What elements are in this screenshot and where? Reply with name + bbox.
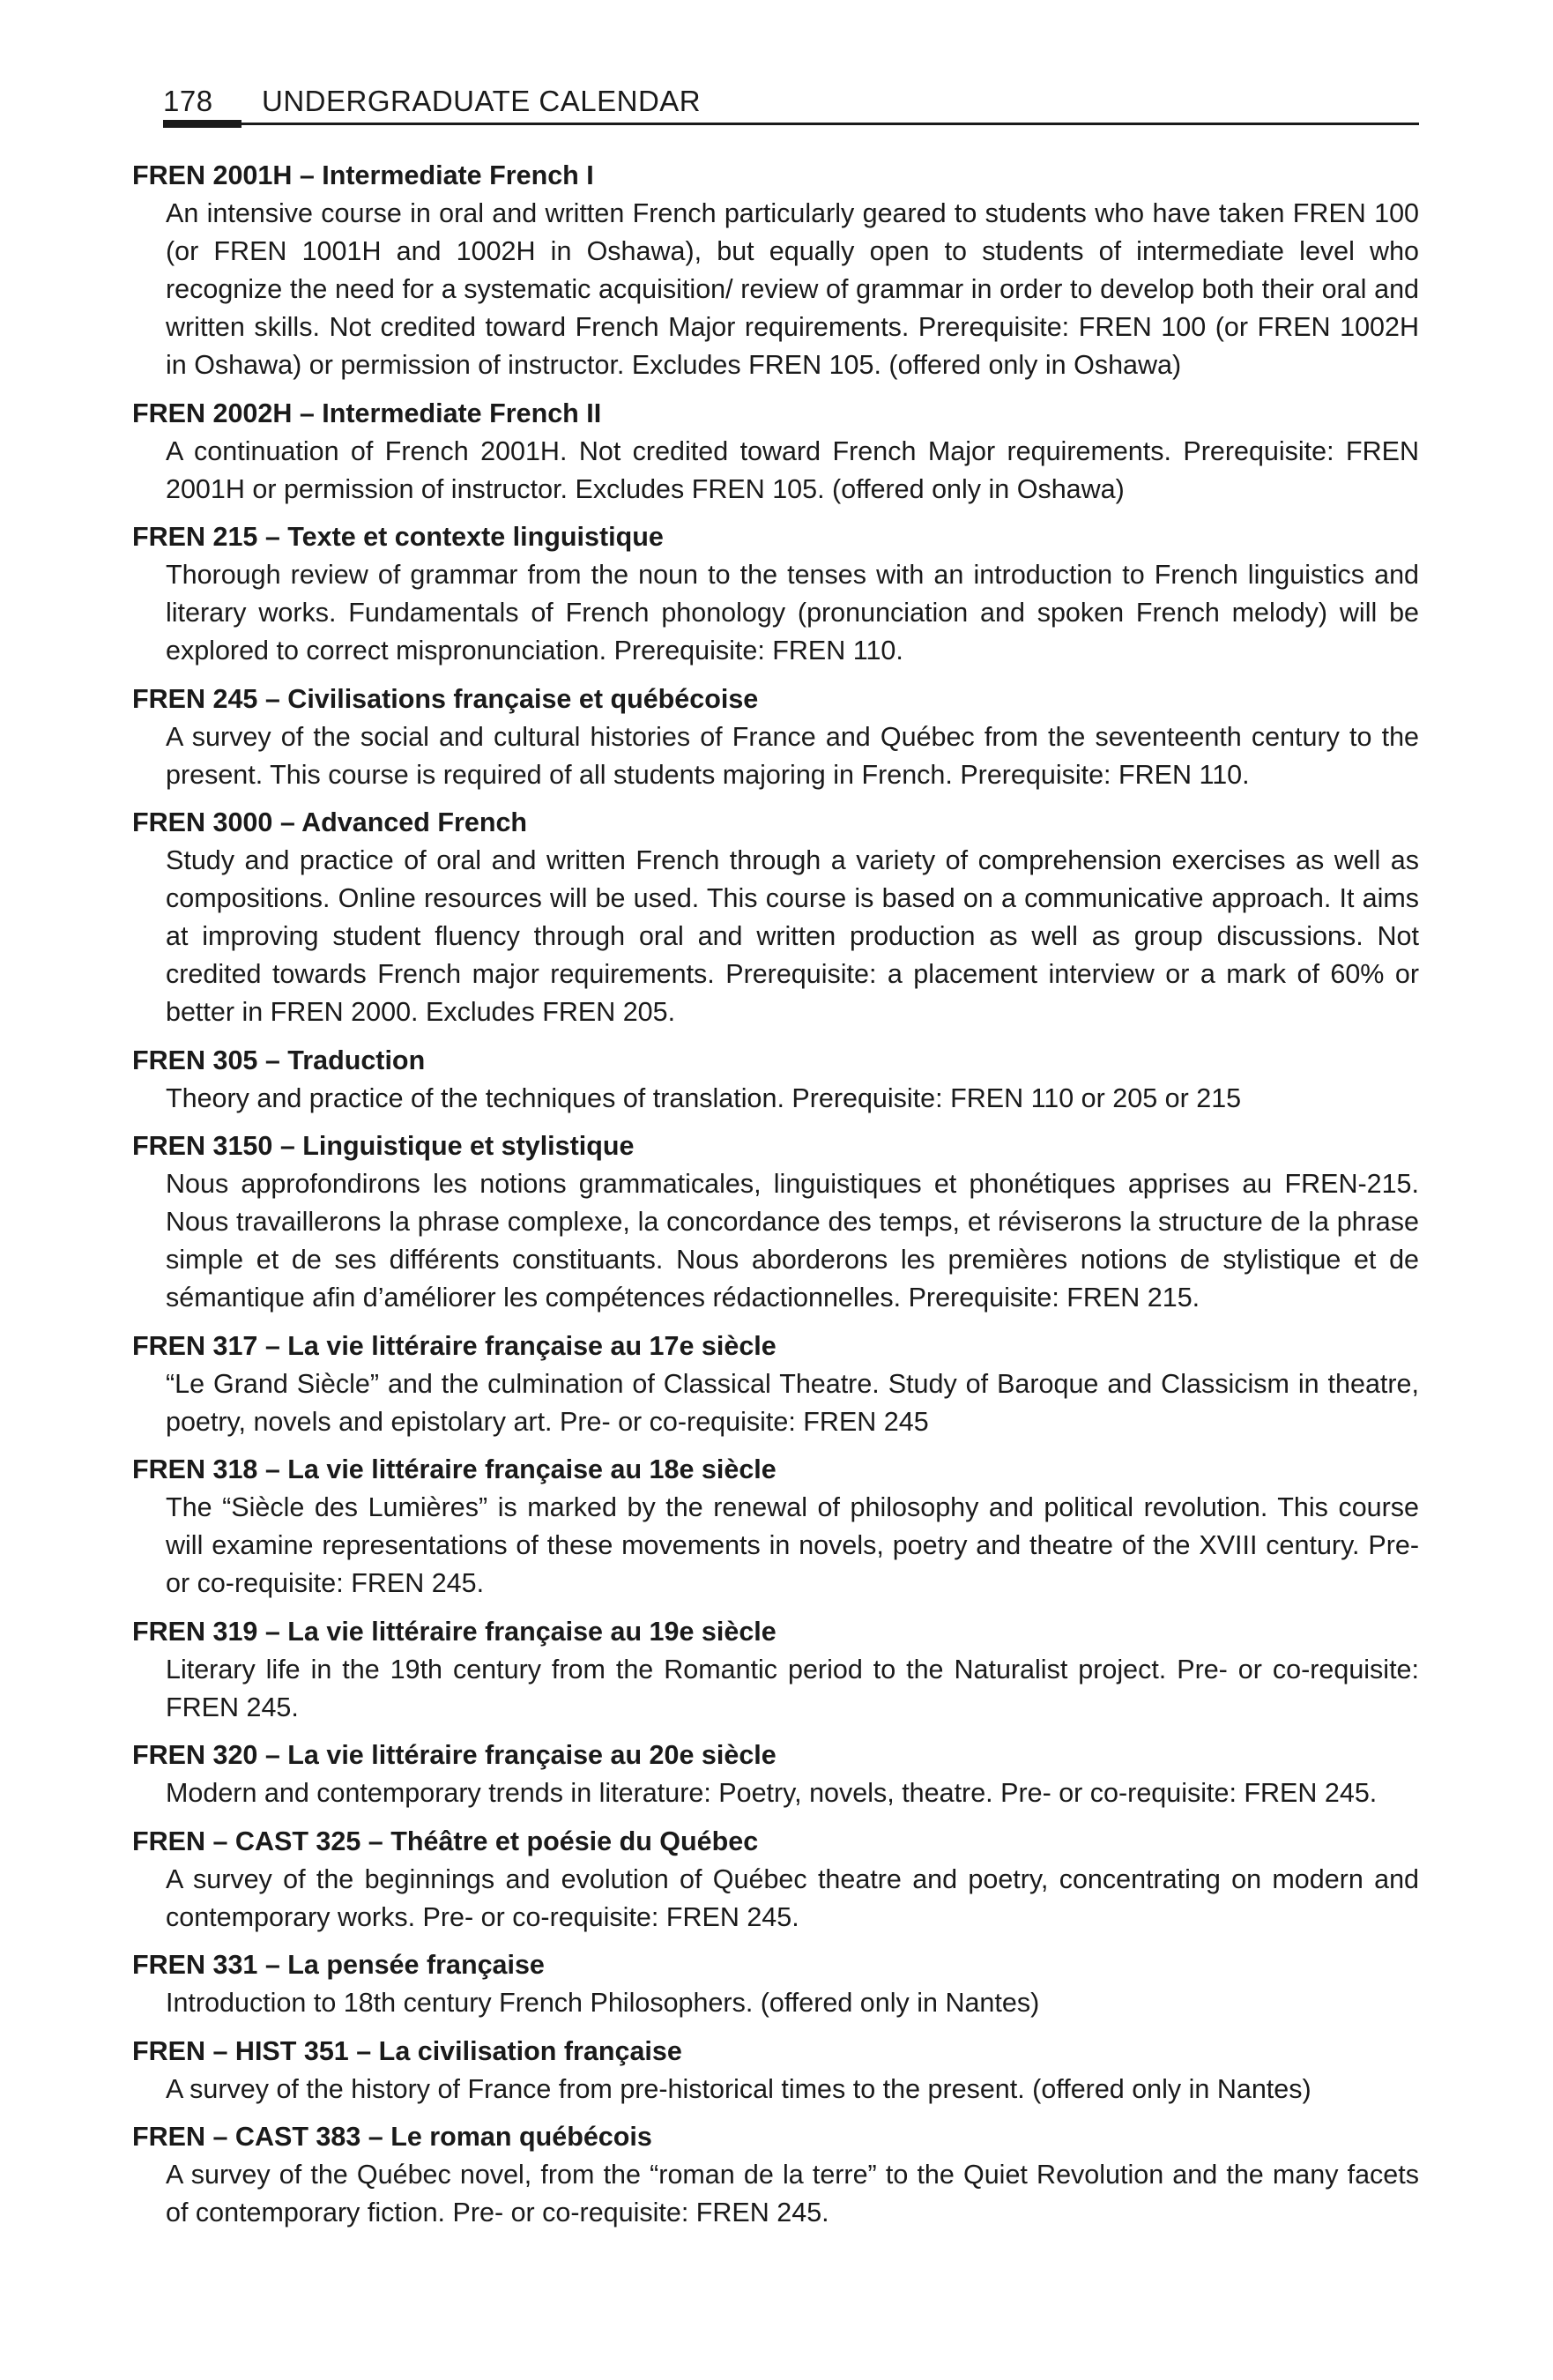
course-description: A survey of the history of France from pre-historical times to the present. (offered only in Nantes) [166,2073,1312,2104]
course-description: Theory and practice of the techniques of translation. Prerequisite: FREN 110 or 205 or 215 [166,1082,1242,1113]
course-title: FREN 245 – Civilisations française et québécoise [132,683,759,714]
course-description: Modern and contemporary trends in literature: Poetry, novels, theatre. Pre- or co-requisite: FREN 245. [166,1778,1378,1808]
course-description: Introduction to 18th century French Philosophers. (offered only in Nantes) [166,1988,1040,2018]
course-entry [132,157,1419,384]
course-entry [132,395,1419,509]
course-description: A survey of the Québec novel, from the “roman de la terre” to the Quiet Revolution and the many facets of contemporary fiction. Pre- or co-requisite: FREN 245. [166,2160,1419,2228]
course-description: “Le Grand Siècle” and the culmination of Classical Theatre. Study of Baroque and Classicism in theatre, poetry, novels and epistolary art. Pre- or co-requisite: FREN 245 [166,1368,1419,1437]
course-title: FREN 215 – Texte et contexte linguistique [132,522,664,552]
course-title: FREN 2001H – Intermediate French I [132,160,594,190]
course-entry [132,518,1419,670]
course-title: FREN – CAST 383 – Le roman québécois [132,2122,652,2152]
header-text-row [163,81,1419,118]
course-entry [132,681,1419,794]
course-description: An intensive course in oral and written French particularly geared to students who have taken FREN 100 (or FREN 1001H and 1002H in Oshawa), but equally open to students of intermediate level who recognize the need for a systematic acquisition/ review of grammar in order to develop both their oral and written skills. Not credited toward French Major requirements. Prerequisite: FREN 100 (or FREN 1002H in Oshawa) or permission of instructor. Excludes FREN 105. (offered only in Oshawa) [166,198,1419,380]
course-title: FREN 318 – La vie littéraire française au 18e siècle [132,1454,776,1484]
header-rule-tab [163,120,241,128]
running-title: UNDERGRADUATE CALENDAR [262,85,702,117]
page-number: 178 [163,85,213,117]
course-entry [132,2118,1419,2232]
course-description: A continuation of French 2001H. Not credited toward French Major requirements. Prerequisite: FREN 2001H or permission of instructor. Excludes FREN 105. (offered only in Oshawa) [166,435,1419,504]
course-title: FREN 317 – La vie littéraire française au 17e siècle [132,1330,776,1361]
course-title: FREN – HIST 351 – La civilisation française [132,2035,682,2066]
course-description: Study and practice of oral and written French through a variety of comprehension exercises as well as compositions. Online resources will be used. This course is based on a communicative approach. It aims at improving student fluency through oral and written production as well as group discussions. Not credited towards French major requirements. Prerequisite: a placement interview or a mark of 60% or better in FREN 2000. Excludes FREN 205. [166,845,1419,1027]
course-description: Thorough review of grammar from the noun to the tenses with an introduction to French linguistics and literary works. Fundamentals of French phonology (pronunciation and spoken French melody) will be explored to correct mispronunciation. Prerequisite: FREN 110. [166,560,1419,666]
course-title: FREN 305 – Traduction [132,1045,426,1075]
course-description: Nous approfondirons les notions grammaticales, linguistiques et phonétiques apprises au FREN-215. Nous travaillerons la phrase complexe, la concordance des temps, et réviserons la structure de la phrase simple et de ses différents constituants. Nous aborderons les premières notions de stylistique et de sémantique afin d’améliorer les compétences rédactionnelles. Prerequisite: FREN 215. [166,1169,1419,1313]
course-entry [132,1127,1419,1317]
course-entry [132,1823,1419,1937]
page-header [163,81,1419,127]
course-title: FREN 3000 – Advanced French [132,807,528,837]
header-rule [163,123,1419,125]
course-entry [132,804,1419,1031]
course-description: Literary life in the 19th century from the Romantic period to the Naturalist project. Pre- or co-requisite: FREN 245. [166,1654,1419,1722]
course-title: FREN 319 – La vie littéraire française au 19e siècle [132,1616,776,1647]
course-title: FREN – CAST 325 – Théâtre et poésie du Québec [132,1826,759,1856]
course-description: The “Siècle des Lumières” is marked by the renewal of philosophy and political revolution. This course will examine representations of these movements in novels, poetry and theatre of the XVIII century. Pre- or co-requisite: FREN 245. [166,1492,1419,1598]
course-entry [132,1613,1419,1727]
course-description: A survey of the social and cultural histories of France and Québec from the seventeenth century to the present. This course is required of all students majoring in French. Prerequisite: FREN 110. [166,721,1419,790]
course-entry [132,1946,1419,2022]
course-title: FREN 3150 – Linguistique et stylistique [132,1131,635,1161]
course-entry [132,1042,1419,1118]
course-entry [132,1737,1419,1812]
course-list [132,157,1419,2242]
course-title: FREN 320 – La vie littéraire française au 20e siècle [132,1740,776,1770]
course-title: FREN 331 – La pensée française [132,1950,545,1980]
course-entry [132,2033,1419,2109]
course-title: FREN 2002H – Intermediate French II [132,398,602,428]
course-description: A survey of the beginnings and evolution of Québec theatre and poetry, concentrating on modern and contemporary works. Pre- or co-requisite: FREN 245. [166,1863,1419,1932]
course-entry [132,1328,1419,1441]
course-entry [132,1451,1419,1603]
